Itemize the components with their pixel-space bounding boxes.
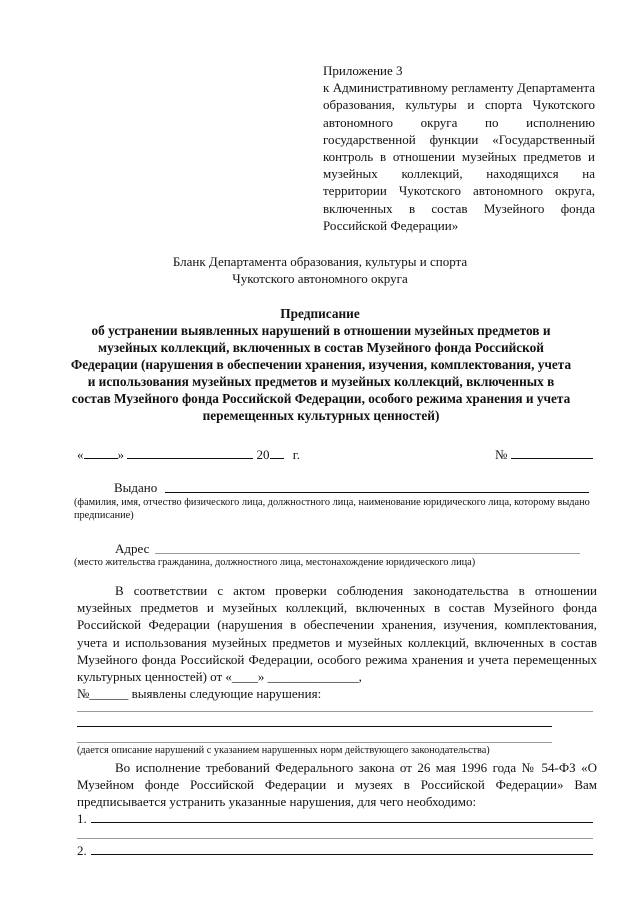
number-blank bbox=[511, 447, 593, 459]
address-note: (место жительства гражданина, должностного лица, местонахождение юридического лица) bbox=[74, 557, 476, 568]
month-blank bbox=[127, 447, 253, 459]
paragraph-requirements: Во исполнение требований Федерального закона от 26 мая 1996 года № 54-ФЗ «О Музейном фонде Российской Федерации и музеях в Российской Федерации» Вам предписывается устранить указанные нарушения, для чего необходимо: bbox=[77, 760, 597, 810]
document-title: Предписание bbox=[280, 306, 360, 321]
violations-note: (дается описание нарушений с указанием нарушенных норм действующего законодательства) bbox=[77, 745, 490, 756]
issued-label: Выдано bbox=[114, 480, 158, 495]
address-label: Адрес bbox=[115, 541, 150, 556]
year-prefix: 20 bbox=[256, 447, 270, 462]
paragraph-inspection-text: В соответствии с актом проверки соблюдения законодательства в отношении музейных предметов и музейных коллекций, включенных в состав Музейного фонда Российской Федерации (нарушения в обеспечении хранения, изучения, комплектования, учета и использования музейных предметов и музейных коллекций, включенных в состав Музейного фонда Российской Федерации, особого режима хранения и учета перемещенных культурных ценностей) от «____» ______________, bbox=[77, 583, 597, 685]
issued-note: (фамилия, имя, отчество физического лица, должностного лица, наименование юридического лица, которому выдано предписание) bbox=[74, 497, 590, 521]
appendix-body: к Административному регламенту Департамента образования, культуры и спорта Чукотского автономного округа по исполнению государственной функции «Государственный контроль в отношении музейных предметов и музейных коллекций, находящихся на территории Чукотского автономного округа, включенных в состав Музейного фонда Российской Федерации» bbox=[323, 80, 595, 233]
address-blank-line bbox=[155, 553, 580, 554]
violations-line-1 bbox=[77, 711, 593, 712]
requirement-item-1: 1. bbox=[77, 811, 87, 826]
date-field bbox=[77, 446, 300, 463]
date-close-quote: » bbox=[117, 447, 124, 462]
violations-line-2 bbox=[77, 726, 552, 727]
year-blank bbox=[270, 447, 284, 459]
paragraph-inspection-act bbox=[77, 582, 597, 685]
requirement-line-1 bbox=[91, 822, 593, 823]
issued-blank-line bbox=[165, 492, 589, 493]
date-open-quote: « bbox=[77, 447, 84, 462]
letterhead-line-1: Бланк Департамента образования, культуры и спорта bbox=[172, 254, 468, 269]
day-blank bbox=[84, 447, 118, 459]
violations-intro: №______ выявлены следующие нарушения: bbox=[77, 686, 322, 701]
document-subtitle: об устранении выявленных нарушений в отношении музейных предметов и музейных коллекций, включенных в состав Музейного фонда Российской Федерации (нарушения в обеспечении хранения, изучения, комплектования, учета и использования музейных предметов и музейных коллекций, включенных в состав Музейного фонда Российской Федерации, особого режима хранения и учета перемещенных культурных ценностей) bbox=[70, 323, 572, 423]
requirement-line-2 bbox=[91, 854, 593, 855]
appendix-title: Приложение 3 bbox=[323, 63, 403, 78]
requirement-line-1b bbox=[77, 838, 593, 839]
year-suffix: г. bbox=[292, 447, 300, 462]
violations-line-3 bbox=[77, 742, 552, 743]
appendix-block bbox=[323, 62, 595, 234]
number-field bbox=[495, 446, 593, 463]
letterhead-line-2: Чукотского автономного округа bbox=[232, 271, 408, 286]
letterhead-block bbox=[60, 253, 580, 287]
requirement-item-2: 2. bbox=[77, 843, 87, 858]
number-label: № bbox=[495, 447, 508, 462]
